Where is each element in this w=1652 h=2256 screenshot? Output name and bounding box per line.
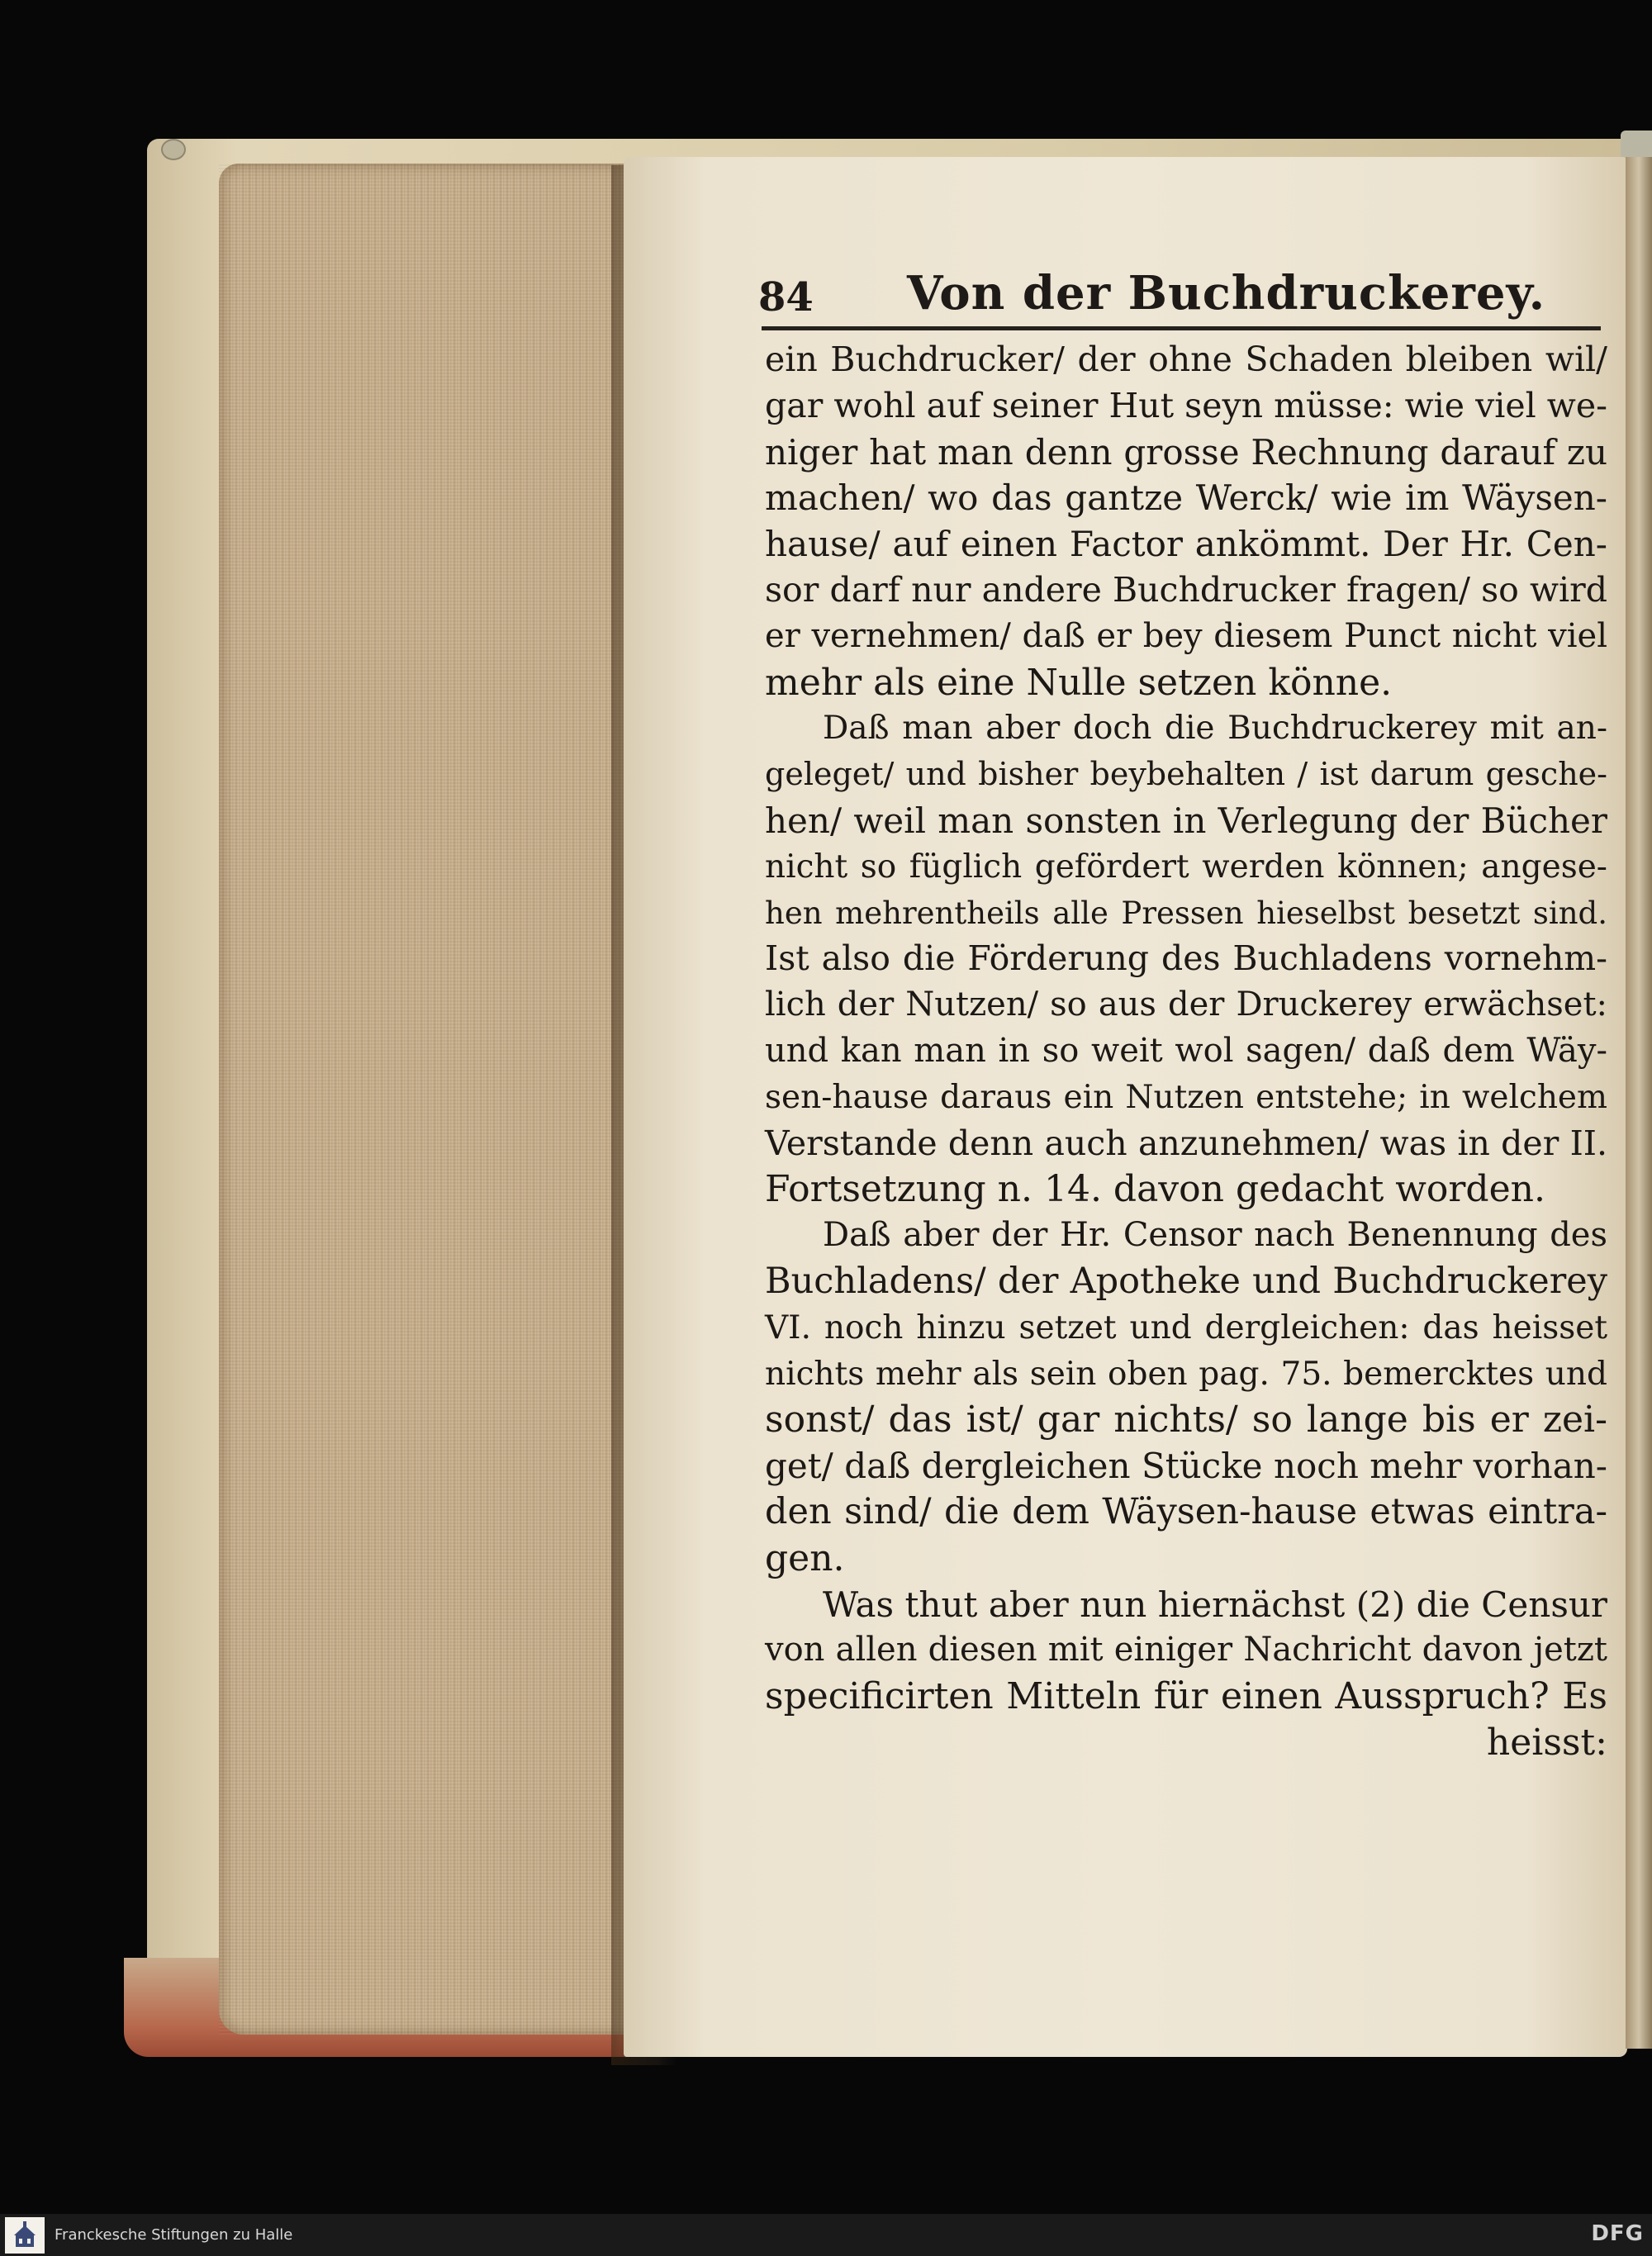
- page-number: 84: [758, 274, 814, 321]
- text-line: nichts mehr als sein oben pag. 75. bemercktes und: [765, 1355, 1607, 1393]
- page-header: [758, 263, 1601, 321]
- text-line: sen-hause daraus ein Nutzen entstehe; in welchem: [765, 1078, 1607, 1116]
- text-line: Fortsetzung n. 14. davon gedacht worden.: [765, 1168, 1545, 1211]
- text-line: mehr als eine Nulle setzen könne.: [765, 661, 1393, 704]
- viewer-footer: [0, 2214, 1652, 2256]
- right-page-edge: [1626, 132, 1652, 2049]
- text-line: hen/ weil man sonsten in Verlegung der Bücher: [765, 800, 1607, 841]
- text-line: gar wohl auf seiner Hut seyn müsse: wie viel we-: [765, 385, 1607, 425]
- text-line: Was thut aber nun hiernächst (2) die Censur: [823, 1584, 1607, 1625]
- text-line: nicht so füglich gefördert werden können; angese-: [765, 848, 1607, 886]
- institution-name[interactable]: Franckesche Stiftungen zu Halle: [55, 2226, 293, 2244]
- header-rule: [762, 326, 1601, 330]
- text-line: hause/ auf einen Factor ankömmt. Der Hr. Cen-: [765, 524, 1607, 565]
- text-line: Daß man aber doch die Buchdruckerey mit an-: [823, 710, 1607, 748]
- text-line: Daß aber der Hr. Censor nach Benennung des: [823, 1216, 1607, 1255]
- text-line: von allen diesen mit einiger Nachricht davon jetzt: [765, 1631, 1607, 1669]
- text-line: specificirten Mitteln für einen Ausspruch? Es: [765, 1675, 1607, 1718]
- text-line: Verstande denn auch anzunehmen/ was in der II.: [765, 1123, 1607, 1163]
- text-line: geleget/ und bisher beybehalten / ist darum gesche-: [765, 756, 1607, 793]
- dfg-logo: DFG: [1591, 2221, 1644, 2246]
- text-line: lich der Nutzen/ so aus der Druckerey erwächset:: [765, 986, 1607, 1024]
- text-line: ein Buchdrucker/ der ohne Schaden bleiben wil/: [765, 340, 1607, 379]
- text-line: und kan man in so weit wol sagen/ daß dem Wäy-: [765, 1031, 1607, 1070]
- text-line: get/ daß dergleichen Stücke noch mehr vorhan-: [765, 1446, 1607, 1487]
- page-body: [765, 337, 1607, 1766]
- text-line: sor darf nur andere Buchdrucker fragen/ so wird: [765, 569, 1607, 610]
- text-line: den sind/ die dem Wäysen-hause etwas eintra-: [765, 1490, 1607, 1532]
- running-head: Von der Buchdruckerey.: [907, 266, 1546, 321]
- text-line: Ist also die Förderung des Buchladens vornehm-: [765, 938, 1607, 979]
- text-line: niger hat man denn grosse Rechnung darauf zu: [765, 431, 1607, 473]
- text-line: er vernehmen/ daß er bey diesem Punct nicht viel: [765, 616, 1607, 655]
- text-line: sonst/ das ist/ gar nichts/ so lange bis er zei-: [765, 1399, 1607, 1441]
- catchword: heisst:: [1486, 1721, 1607, 1764]
- institution-logo-icon: [5, 2217, 45, 2254]
- text-line: VI. noch hinzu setzet und dergleichen: das heisset: [765, 1308, 1607, 1346]
- text-line: Buchladens/ der Apotheke und Buchdruckerey: [765, 1260, 1607, 1302]
- page-tab: [1621, 131, 1652, 157]
- text-line: hen mehrentheils alle Pressen hieselbst besetzt sind.: [765, 895, 1607, 931]
- text-line: gen.: [765, 1536, 845, 1579]
- cover-clasp: [161, 139, 186, 160]
- text-line: machen/ wo das gantze Werck/ wie im Wäysen-: [765, 477, 1607, 519]
- page-block-edge: [219, 164, 642, 2035]
